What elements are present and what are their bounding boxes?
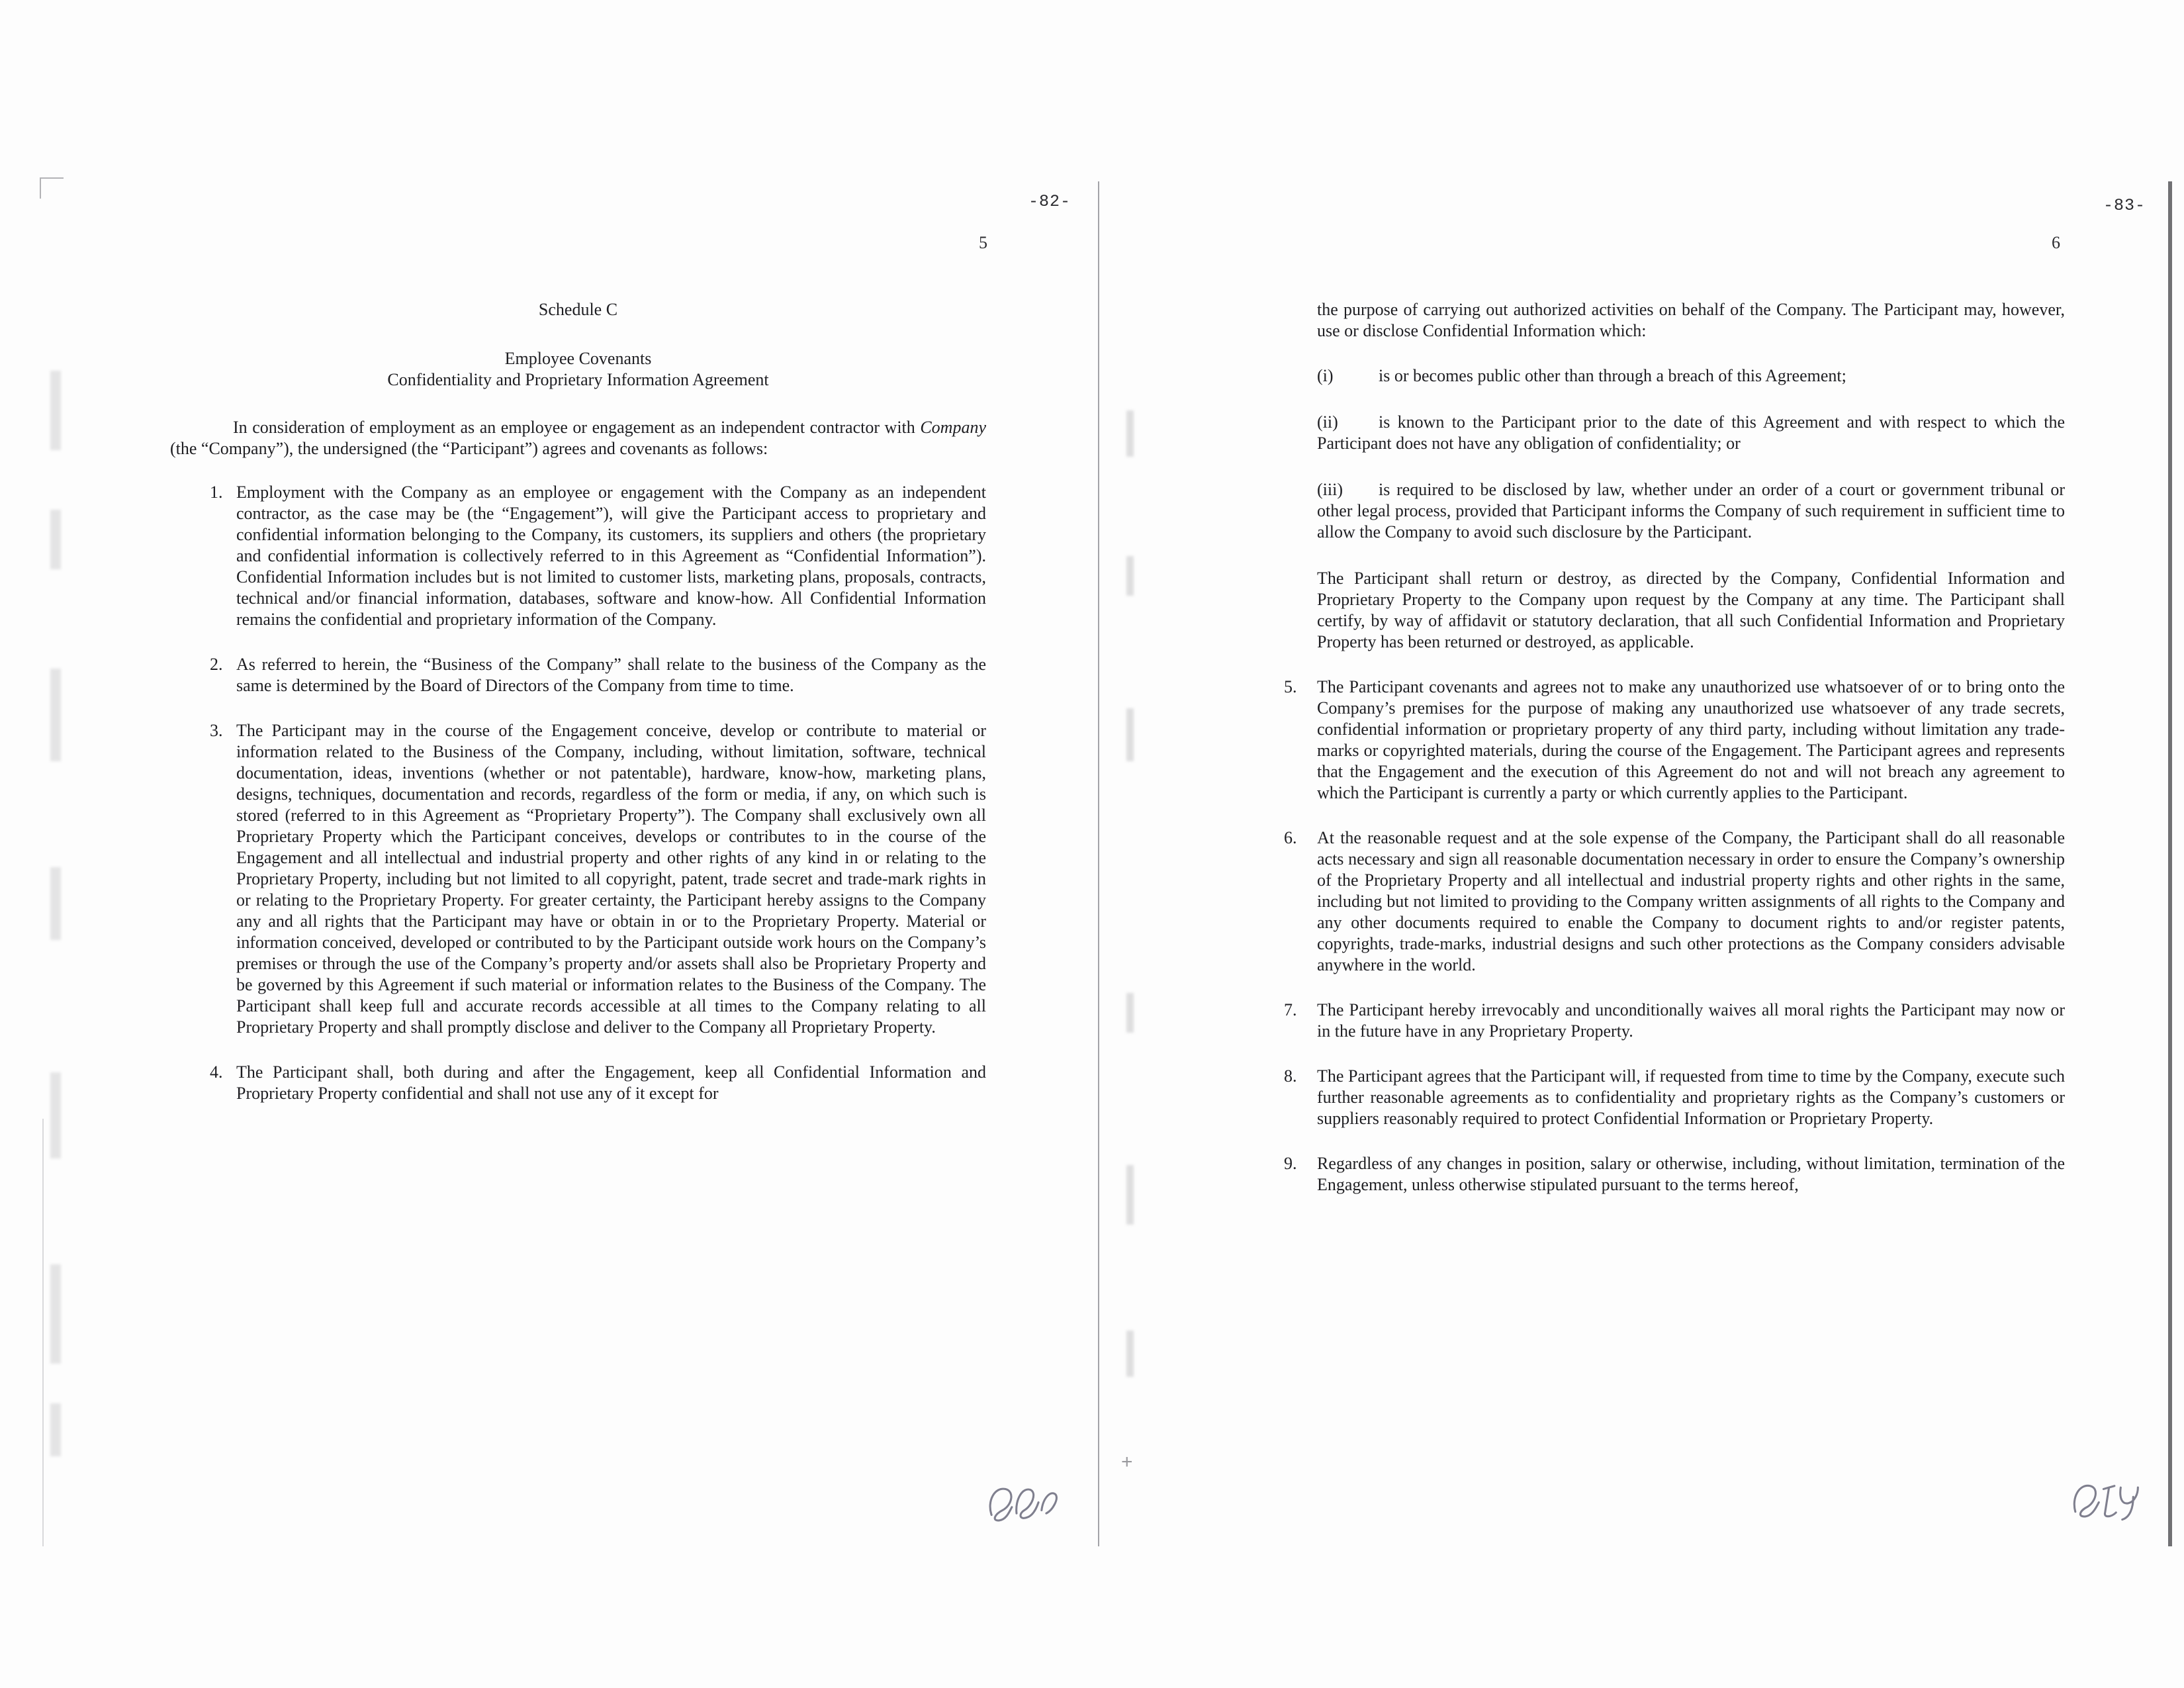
intro-paragraph bbox=[170, 417, 986, 459]
sub-item-text: is or becomes public other than through a breach of this Agreement; bbox=[1379, 366, 1846, 385]
exception-item-ii bbox=[1284, 412, 2065, 454]
covenant-item-9 bbox=[1284, 1153, 2065, 1196]
sub-item-label: (i) bbox=[1317, 366, 1334, 385]
page-6 bbox=[1125, 181, 2174, 1546]
page-5-content bbox=[170, 299, 986, 1128]
item-text: The Participant agrees that the Participant will, if requested from time to time by the Company, execute such further reasonable agreements as to confidentiality and proprietary rights as the Company’s customers or suppliers reasonably required to protect Confidential Information or Proprietary Property. bbox=[1317, 1066, 2065, 1128]
item-text: Employment with the Company as an employee or engagement with the Company as an independent contractor, as the case may be (the “Engagement”), will give the Participant access to proprietary and confidential information belonging to the Company, its customers, its suppliers and others (the proprietary and confidential information is collectively referred to in this Agreement as “Confidential Information”). Confidential Information includes but is not limited to customer lists, marketing plans, proposals, contracts, technical and/or financial information, databases, software and know-how. All Confidential Information remains the confidential and proprietary information of the Company. bbox=[236, 483, 986, 629]
item-text: The Participant shall, both during and after the Engagement, keep all Confidential Information and Proprietary Property confidential and shall not use any of it except for bbox=[236, 1062, 986, 1103]
sub-item-label: (ii) bbox=[1317, 412, 1338, 432]
item-number: 5. bbox=[1284, 677, 1297, 696]
subtitle-line-employee-covenants: Employee Covenants bbox=[504, 349, 652, 368]
covenant-item-1 bbox=[210, 482, 986, 630]
item-number: 1. bbox=[210, 483, 223, 502]
item-text: Regardless of any changes in position, salary or otherwise, including, without limitation, termination of the Engagement, unless otherwise stipulated pursuant to the terms hereof, bbox=[1317, 1154, 2065, 1194]
item-text: As referred to herein, the “Business of the Company” shall relate to the business of the Company as the same is determined by the Board of Directors of the Company from time to time. bbox=[236, 655, 986, 695]
scan-page-number-right: -83- bbox=[2103, 196, 2146, 215]
schedule-title: Schedule C bbox=[538, 300, 618, 319]
sub-item-label: (iii) bbox=[1317, 480, 1343, 499]
covenant-item-4 bbox=[210, 1062, 986, 1104]
item-text: The Participant may in the course of the Engagement conceive, develop or contribute to material or information related to the Business of the Company, including, without limitation, software, technical documentation, ideas, inventions (whether or not patentable), hardware, know-how, marketing plans, designs, techniques, documentation and records, regardless of the form or media, if any, on which such is stored (referred to in this Agreement as “Proprietary Property”). The Company shall exclusively own all Proprietary Property which the Participant conceives, develops or contributes to in the course of the Engagement and all intellectual and industrial property and other rights of any kind in or relating to the Proprietary Property, including but not limited to all copyright, patent, trade secret and trade-mark rights in or relating to the Proprietary Property. For greater certainty, the Participant hereby assigns to the Company any and all rights that the Participant may have or obtain in or to the Proprietary Property. Material or information conceived, developed or contributed to by the Participant outside work hours on the Company’s premises or through the use of the Company’s property and/or assets shall also be Proprietary Property and be governed by this Agreement if such material or information relates to the Business of the Company. The Participant shall keep full and accurate records accessible at all times to the Company relating to all Proprietary Property and shall promptly disclose and deliver to the Company all Proprietary Property. bbox=[236, 721, 986, 1037]
continuation-paragraph: the purpose of carrying out authorized activities on behalf of the Company. The Participant may, however, use or disclose Confidential Information which: bbox=[1317, 300, 2065, 340]
sub-item-text: is required to be disclosed by law, whether under an order of a court or government tribunal or other legal process, provided that Participant informs the Company of such requirement in sufficient time to allow the Company to avoid such disclosure by the Participant. bbox=[1317, 480, 2065, 541]
scan-page-number-left: -82- bbox=[1028, 192, 1071, 211]
covenant-item-6 bbox=[1284, 827, 2065, 976]
item-number: 7. bbox=[1284, 1000, 1297, 1019]
covenant-list-1-4 bbox=[170, 482, 986, 1104]
page-6-content bbox=[1284, 299, 2065, 1219]
item-number: 3. bbox=[210, 721, 223, 740]
item-number: 6. bbox=[1284, 828, 1297, 847]
intro-text-post: (the “Company”), the undersigned (the “Participant”) agrees and covenants as follows: bbox=[170, 439, 768, 458]
exception-item-i bbox=[1284, 365, 2065, 387]
return-destroy-paragraph: The Participant shall return or destroy, as directed by the Company, Confidential Information and Proprietary Property to the Company upon request by the Company at any time. The Participant shall certify, by way of affidavit or statutory declaration, that all such Confidential Information and Proprietary Property has been returned or destroyed, as applicable. bbox=[1317, 569, 2065, 651]
covenant-item-2 bbox=[210, 654, 986, 696]
covenant-item-5 bbox=[1284, 677, 2065, 804]
signature-initials-left bbox=[982, 1480, 1068, 1528]
scan-registration-mark: + bbox=[1121, 1451, 1133, 1473]
covenant-list-5-9 bbox=[1284, 677, 2065, 1196]
intro-company-italic: Company bbox=[920, 418, 986, 437]
doc-page-number-left: 5 bbox=[979, 233, 987, 252]
covenant-item-3 bbox=[210, 720, 986, 1038]
item-text: The Participant covenants and agrees not to make any unauthorized use whatsoever of or to bring onto the Company’s premises for the purpose of making any unauthorized use whatsoever of any trade secrets, confidential information or proprietary property of any third party, including without limitation any trade-marks or copyrighted materials, during the course of the Engagement. The Participant agrees and represents that the Engagement and the execution of this Agreement do not and will not breach any agreement to which the Participant is currently a party or which currently applies to the Participant. bbox=[1317, 677, 2065, 802]
item-text: At the reasonable request and at the sole expense of the Company, the Participant shall do all reasonable acts necessary and sign all reasonable documentation necessary in order to ensure the Company’s ownership of the Proprietary Property and all intellectual and industrial property rights and other rights in the same, including but not limited to providing to the Company written assignments of all rights to the Company and any other documents required to enable the Company to document rights to and/or register patents, copyrights, trade-marks, industrial designs and such other protections as the Company considers advisable anywhere in the world. bbox=[1317, 828, 2065, 974]
covenant-item-7 bbox=[1284, 1000, 2065, 1042]
item-number: 8. bbox=[1284, 1066, 1297, 1086]
covenant-item-8 bbox=[1284, 1066, 2065, 1129]
page-divider-line bbox=[1098, 181, 1099, 1546]
item-number: 4. bbox=[210, 1062, 223, 1082]
item-number: 9. bbox=[1284, 1154, 1297, 1173]
intro-text-pre: In consideration of employment as an employee or engagement as an independent contractor with bbox=[233, 418, 921, 437]
item-text: The Participant hereby irrevocably and unconditionally waives all moral rights the Participant may now or in the future have in any Proprietary Property. bbox=[1317, 1000, 2065, 1041]
sub-item-text: is known to the Participant prior to the date of this Agreement and with respect to which the Participant does not have any obligation of confidentiality; or bbox=[1317, 412, 2065, 453]
item-number: 2. bbox=[210, 655, 223, 674]
signature-initials-right bbox=[2068, 1476, 2154, 1524]
subtitle-line-confidentiality-agreement: Confidentiality and Proprietary Information Agreement bbox=[387, 370, 769, 389]
exception-item-iii bbox=[1284, 479, 2065, 543]
document-subtitle bbox=[170, 348, 986, 391]
page-5 bbox=[42, 181, 1098, 1546]
doc-page-number-right: 6 bbox=[2052, 233, 2060, 252]
